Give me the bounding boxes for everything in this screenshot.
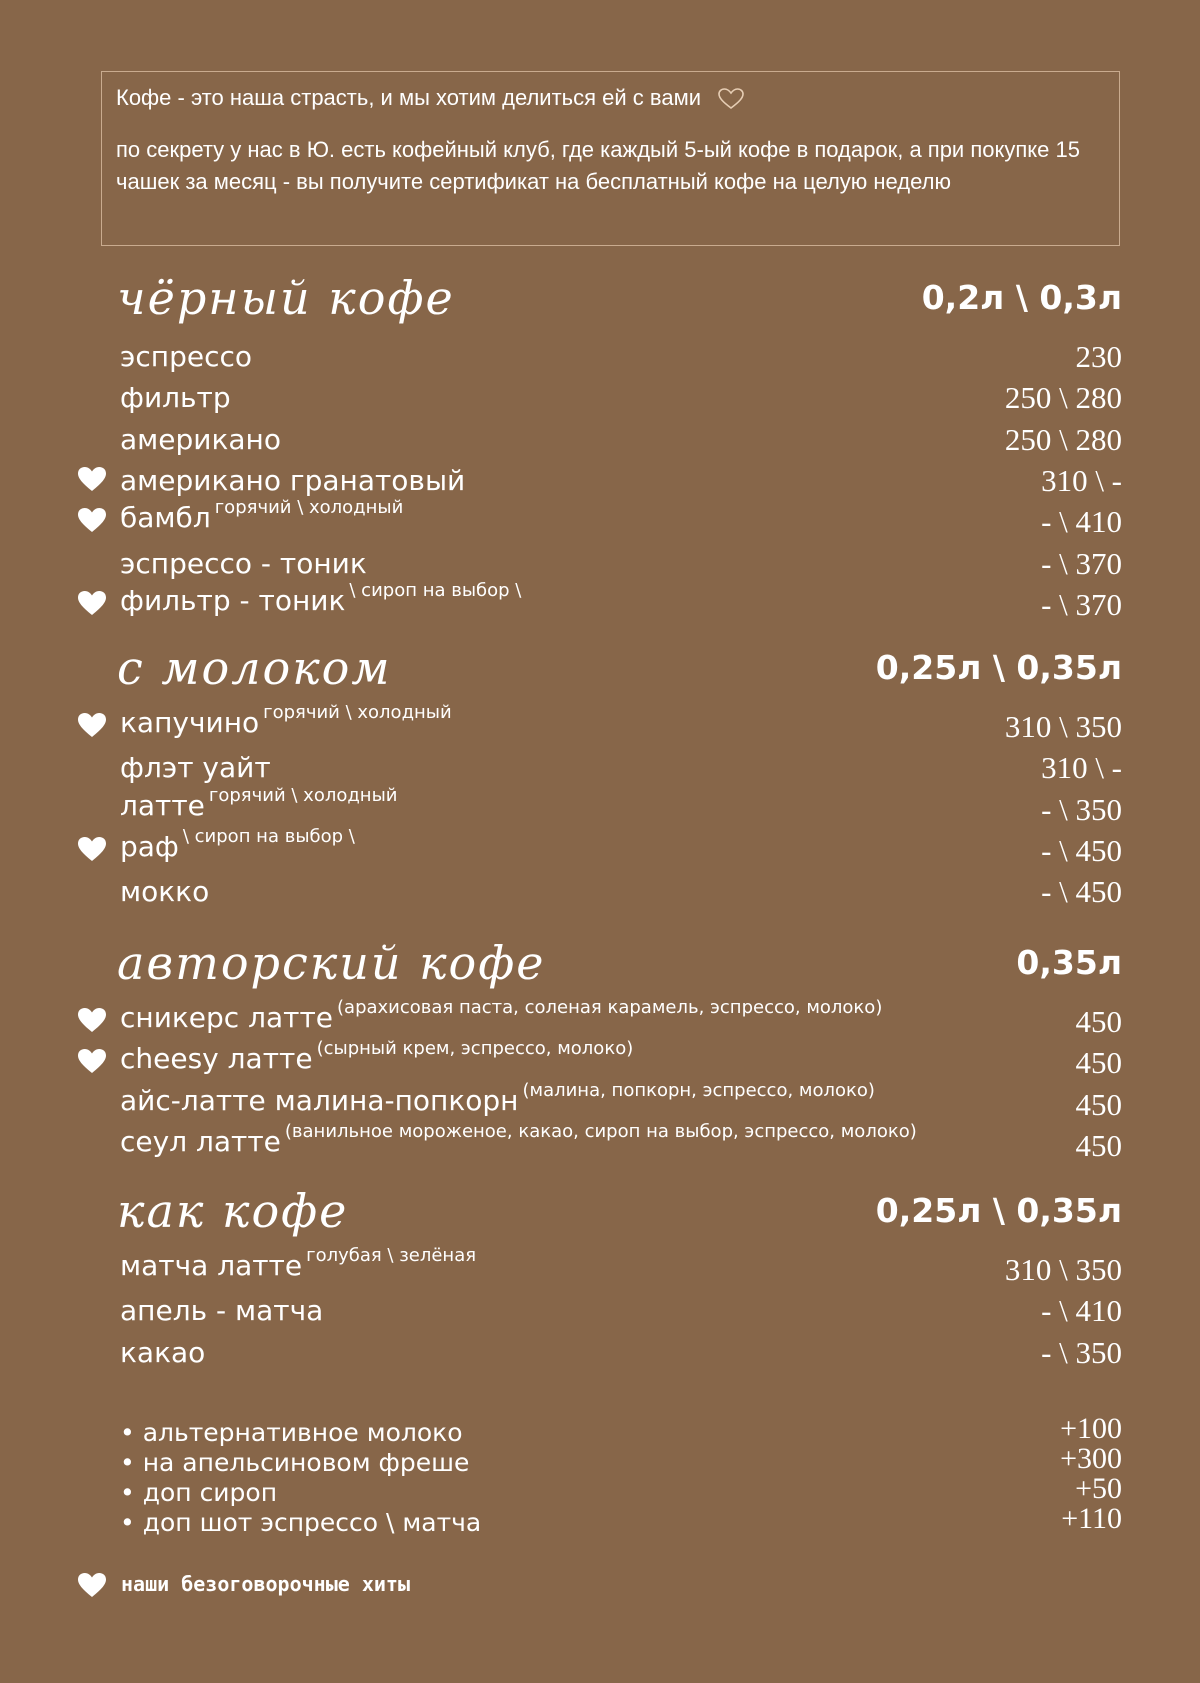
item-name: бамбл [120,501,211,535]
menu-item [0,542,1200,582]
extra-price: +50 [1075,1472,1122,1505]
heart-icon [77,466,107,492]
item-price: 230 [1075,339,1122,374]
item-note: (малина, попкорн, эспрессо, молоко) [522,1079,875,1101]
section-size: 0,25л \ 0,35л [875,1191,1122,1230]
section-header-likecoffee [0,1183,1200,1243]
item-price: 310 \ - [1041,462,1122,498]
item-price: 310 \ 350 [1004,709,1122,744]
extra-price: +110 [1061,1502,1122,1535]
menu-item [0,870,1200,910]
item-price: 450 [1075,1086,1122,1122]
item-name: фильтр [120,381,231,415]
intro-line-1: Кофе - это наша страсть, и мы хотим делиться ей с вами [116,85,701,110]
item-name: фильтр - тоник [120,583,346,617]
menu-item [0,1245,1200,1288]
menu-item [0,784,1200,828]
item-name: сеул латте [120,1124,281,1158]
item-price: - \ 410 [1041,504,1122,540]
section-header-author [0,935,1200,995]
section-header-milk [0,640,1200,700]
item-note: (сырный крем, эспрессо, молоко) [316,1038,634,1060]
item-note: горячий \ холодный [214,497,404,519]
item-note: \ сироп на выбор \ [349,579,522,601]
item-price: 450 [1075,1127,1122,1163]
item-price: - \ 410 [1041,1293,1122,1329]
menu-item [0,825,1200,869]
extra-name: • на апельсиновом фреше [120,1448,470,1477]
item-price: - \ 370 [1041,545,1122,581]
item-note: голубая \ зелёная [306,1245,477,1266]
item-note: горячий \ холодный [263,702,452,723]
menu-item [0,497,1200,540]
item-name: латте [120,788,205,822]
item-name: айс-латте малина-попкорн [120,1083,519,1117]
item-price: 310 \ - [1041,750,1122,786]
menu-item [0,702,1200,745]
menu-item [0,1079,1200,1123]
section-title: авторский кофе [117,936,546,990]
item-name: флэт уайт [120,751,271,785]
item-note: (арахисовая паста, соленая карамель, эспрессо, молоко) [337,997,883,1018]
item-price: - \ 450 [1041,874,1122,910]
heart-icon [77,1048,107,1074]
item-price: - \ 350 [1041,791,1122,827]
menu-item [0,579,1200,623]
section-size: 0,25л \ 0,35л [875,648,1122,687]
menu-item [0,418,1200,458]
section-title: с молоком [117,641,392,695]
item-price: 450 [1075,1045,1122,1081]
item-price: 250 \ 280 [1004,380,1122,416]
heart-icon [77,1572,107,1598]
intro-line-2: по секрету у нас в Ю. есть кофейный клуб, где каждый 5-ый кофе в подарок, а при покупке 15 чашек за месяц - вы получите сертификат на бесплатный кофе на целую неделю [116,137,1080,194]
menu-item [0,1038,1200,1081]
extra-price: +300 [1060,1442,1122,1475]
item-note: \ сироп на выбор \ [182,825,355,847]
item-name: эспрессо - тоник [120,546,367,580]
item-name: американо [120,422,281,456]
extra-item [0,1412,1200,1448]
intro-box [101,71,1120,246]
heart-icon [77,836,107,862]
item-name: капучино [120,706,260,739]
item-note: (ванильное мороженое, какао, сироп на выбор, эспрессо, молоко) [284,1120,917,1142]
menu-item [0,335,1200,375]
legend [77,1568,677,1602]
item-name: сникерс латте [120,1001,334,1034]
item-price: - \ 450 [1041,832,1122,868]
menu-item [0,1289,1200,1329]
item-price: - \ 370 [1041,586,1122,622]
heart-icon [77,590,107,616]
item-name: апель - матча [120,1294,324,1328]
extra-name: • доп сироп [120,1478,278,1507]
extra-price: +100 [1060,1412,1122,1445]
extra-item [0,1442,1200,1478]
item-name: эспрессо [120,340,252,373]
item-name: мокко [120,875,210,909]
section-size: 0,35л [1016,943,1122,982]
heart-icon [77,712,107,738]
extra-item [0,1472,1200,1508]
section-header-black [0,270,1200,330]
menu-item [0,459,1200,499]
item-price: 310 \ 350 [1004,1252,1122,1287]
menu-item [0,1331,1200,1371]
extra-name: • доп шот эспрессо \ матча [120,1508,482,1537]
item-name: раф [120,829,179,863]
section-title: чёрный кофе [117,271,455,325]
item-name: cheesy латте [120,1042,313,1076]
item-price: - \ 350 [1041,1334,1122,1370]
item-price: 450 [1075,1004,1122,1039]
heart-icon [77,507,107,533]
menu-item [0,1120,1200,1164]
section-title: как кофе [117,1184,349,1238]
menu-item [0,376,1200,416]
item-price: 250 \ 280 [1004,421,1122,457]
menu-item [0,746,1200,786]
heart-icon [77,1007,107,1033]
menu-item [0,997,1200,1040]
section-size: 0,2л \ 0,3л [921,278,1122,317]
item-name: матча латте [120,1249,303,1282]
item-name: какао [120,1335,206,1369]
extra-item [0,1502,1200,1538]
heart-outline-icon [717,87,745,111]
item-note: горячий \ холодный [208,784,398,806]
legend-text: наши безоговорочные хиты [121,1572,410,1596]
item-name: американо гранатовый [120,463,466,497]
extra-name: • альтернативное молоко [120,1418,463,1447]
